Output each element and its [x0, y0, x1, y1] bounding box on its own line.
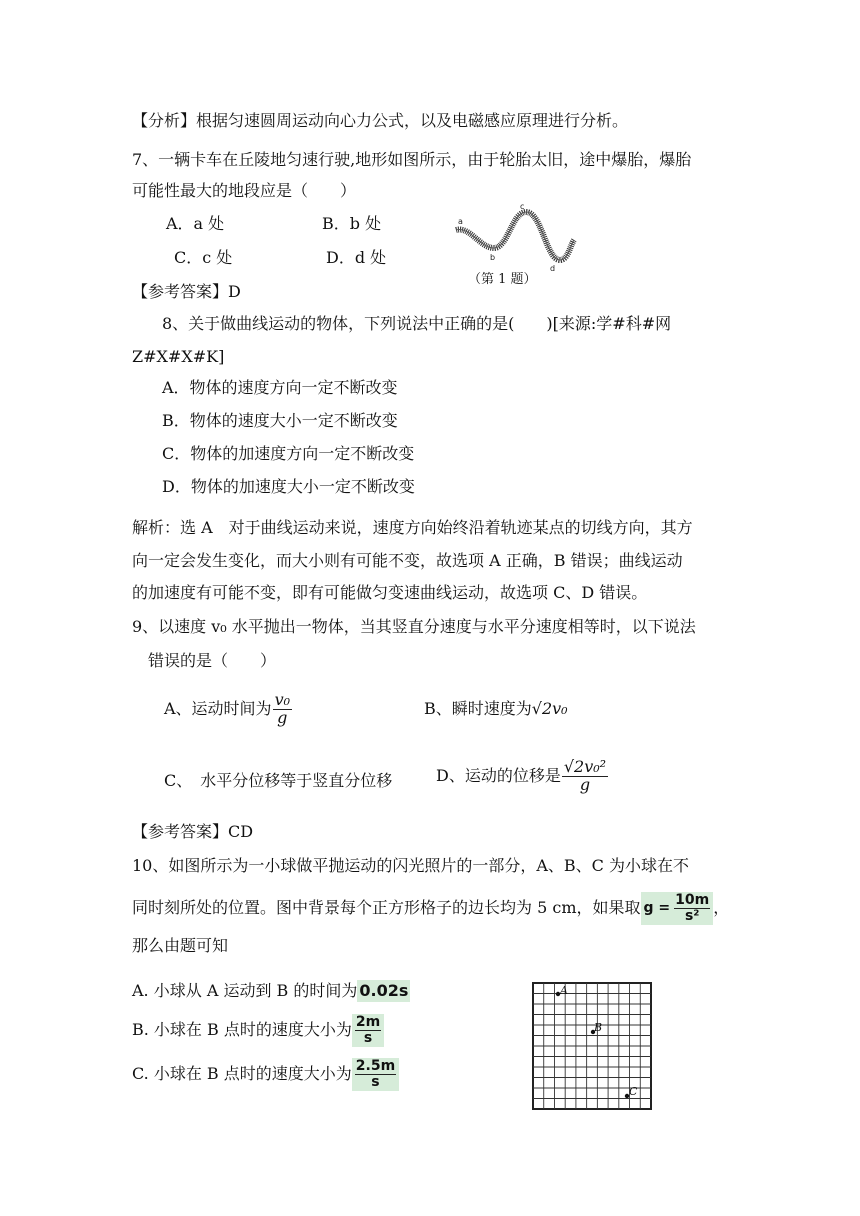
analysis-line: 【分析】根据匀速圆周运动向心力公式，以及电磁感应原理进行分析。	[132, 111, 629, 130]
q8-stem-line1: 8、关于做曲线运动的物体，下列说法中正确的是( )[来源:学#科#网	[162, 314, 672, 333]
q10-g-formula	[641, 892, 714, 926]
q9-option-a-label: A、运动时间为	[164, 699, 272, 718]
q10-g-fraction	[674, 893, 710, 925]
q8-option-a: A．物体的速度方向一定不断改变	[162, 378, 398, 397]
point-c-label: C	[629, 1085, 638, 1098]
q9-option-d-label: D、运动的位移是	[436, 766, 561, 785]
q10-g-num: 10m	[675, 891, 710, 908]
q10-option-b-num: 2m	[355, 1013, 381, 1030]
q10-option-a-value: 0.02s	[359, 981, 409, 1000]
q10-stem-line2-text: 同时刻所处的位置。图中背景每个正方形格子的边长均为 5 cm，如果取	[132, 898, 641, 917]
q10-g-lhs: g =	[643, 899, 671, 916]
fig-label-c: c	[520, 202, 525, 211]
q9-stem-line2: 错误的是（ ）	[148, 651, 277, 670]
q7-option-c: C．c 处	[174, 248, 233, 267]
q10-option-b-label: B. 小球在 B 点时的速度大小为	[132, 1020, 352, 1039]
q9-option-b-expr: √2v₀	[531, 699, 568, 718]
q10-g-den: s²	[684, 908, 700, 924]
q9-option-a	[164, 689, 293, 729]
q8-solution-line2: 向一定会发生变化，而大小则有可能不变，故选项 A 正确，B 错误；曲线运动	[132, 551, 683, 570]
q9-option-b-label: B、瞬时速度为	[424, 699, 532, 718]
q10-option-a-label: A. 小球从 A 运动到 B 的时间为	[132, 981, 358, 1000]
point-a-label: A	[560, 984, 568, 997]
q7-option-b: B．b 处	[322, 214, 382, 233]
q9-option-a-num: v₀	[274, 690, 291, 710]
q10-option-c	[132, 1056, 399, 1092]
q8-solution-line1: 解析：选 A 对于曲线运动来说，速度方向始终沿着轨迹某点的切线方向，其方	[132, 518, 693, 537]
q10-stem-line2	[132, 886, 729, 930]
q10-stem-line3: 那么由题可知	[132, 936, 229, 955]
q9-option-c: C、 水平分位移等于竖直分位移	[164, 771, 393, 790]
q9-option-d-num: √2v₀²	[563, 757, 607, 777]
q8-option-d: D．物体的加速度大小一定不断改变	[162, 477, 415, 496]
q10-stem-line2-tail: ，	[713, 898, 730, 917]
q8-option-c: C．物体的加速度方向一定不断改变	[162, 444, 415, 463]
fig-label-a: a	[458, 217, 463, 226]
q9-answer: 【参考答案】CD	[132, 822, 254, 841]
q8-solution-line3: 的加速度有可能不变，即有可能做匀变速曲线运动，故选项 C、D 错误。	[132, 583, 648, 602]
q7-answer: 【参考答案】D	[132, 282, 241, 301]
q7-option-d: D．d 处	[326, 248, 387, 267]
q8-option-b: B．物体的速度大小一定不断改变	[162, 411, 398, 430]
q9-stem-line1: 9、以速度 v₀ 水平抛出一物体，当其竖直分速度与水平分速度相等时，以下说法	[132, 617, 696, 636]
fig-label-b: b	[490, 253, 496, 262]
q9-option-a-den: g	[277, 708, 288, 727]
point-b-label: B	[594, 1021, 603, 1034]
q7-stem-line2: 可能性最大的地段应是（ ）	[132, 181, 357, 200]
q10-stem-line1: 10、如图所示为一小球做平抛运动的闪光照片的一部分，A、B、C 为小球在不	[132, 856, 690, 875]
hill-road-figure	[450, 202, 580, 274]
q10-option-c-num: 2.5m	[355, 1057, 396, 1074]
q10-option-b-den: s	[363, 1030, 373, 1046]
q10-option-a	[132, 980, 410, 1002]
fig-label-d: d	[550, 264, 556, 273]
projectile-grid-figure	[530, 980, 654, 1112]
q10-option-b-fraction	[352, 1014, 384, 1048]
q8-stem-line2: Z#X#X#K]	[132, 347, 225, 366]
q10-option-c-label: C. 小球在 B 点时的速度大小为	[132, 1064, 352, 1083]
q10-option-c-fraction	[352, 1058, 399, 1092]
q7-figure-caption: （第 1 题）	[468, 272, 537, 287]
q9-option-d-fraction	[562, 759, 608, 794]
q10-option-c-den: s	[371, 1074, 380, 1090]
q9-option-d	[436, 756, 609, 796]
q9-option-a-fraction	[273, 692, 292, 727]
q9-option-b	[424, 698, 568, 720]
q10-option-b	[132, 1012, 384, 1048]
q7-option-a: A．a 处	[166, 214, 225, 233]
q7-stem-line1: 7、一辆卡车在丘陵地匀速行驶,地形如图所示，由于轮胎太旧，途中爆胎，爆胎	[132, 150, 692, 169]
q9-option-d-den: g	[579, 775, 591, 794]
